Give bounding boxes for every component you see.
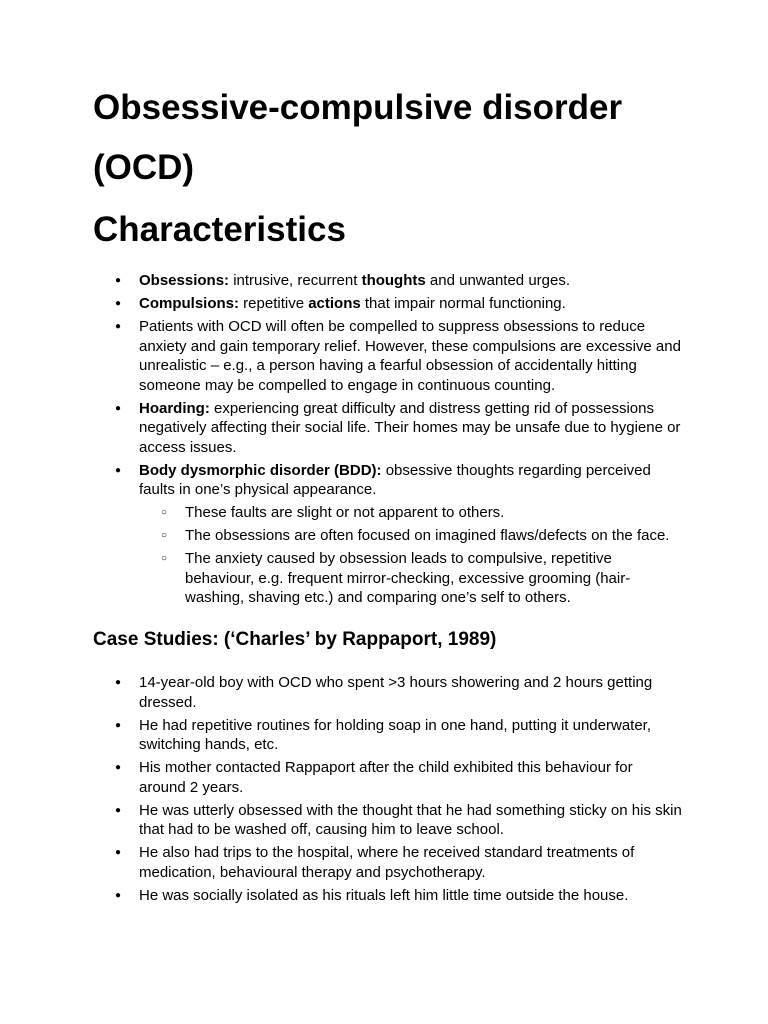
list-item: ● He also had trips to the hospital, where he received standard treatments of medication, behavioural therapy and psychotherapy.	[93, 843, 683, 882]
emphasis-text: thoughts	[361, 272, 426, 289]
item-text: Patients with OCD will often be compelled to suppress obsessions to reduce anxiety and gain temporary relief. However, these compulsions are excessive and unrealistic – e.g., a person having a fearful obsession of accidentally hitting someone may be compelled to engage in continuous counting.	[139, 318, 681, 394]
list-item	[93, 461, 683, 608]
term-label: Body dysmorphic disorder (BDD):	[139, 461, 382, 479]
list-item	[93, 399, 683, 458]
characteristics-list	[93, 271, 683, 611]
case-study-list	[93, 673, 683, 909]
list-item	[93, 317, 683, 395]
list-item: ● He was utterly obsessed with the thought that he had something sticky on his skin that had to be washed off, causing him to leave school.	[93, 801, 683, 840]
term-label: Obsessions:	[139, 272, 230, 289]
list-item: ● 14-year-old boy with OCD who spent >3 hours showering and 2 hours getting dressed.	[93, 673, 683, 712]
sublist-item: ○ The anxiety caused by obsession leads to compulsive, repetitive behaviour, e.g. frequent mirror-checking, excessive grooming (hair-washing, shaving etc.) and comparing one’s self to others.	[139, 549, 683, 608]
list-item	[93, 294, 683, 314]
item-text: obsessive thoughts regarding perceived faults in one’s physical appearance.	[139, 461, 651, 498]
sublist-item: ○ These faults are slight or not apparent to others.	[139, 503, 683, 523]
list-item: ● He was socially isolated as his rituals left him little time outside the house.	[93, 886, 683, 906]
document-title: Obsessive-compulsive disorder (OCD)	[93, 88, 623, 187]
item-text: experiencing great difficulty and distress getting rid of possessions negatively affecting their social life. Their homes may be unsafe due to hygiene or access issues.	[139, 399, 681, 456]
term-label: Hoarding:	[139, 399, 210, 417]
section-heading-characteristics: Characteristics	[93, 210, 346, 249]
list-item	[93, 271, 683, 291]
term-label: Compulsions:	[139, 295, 239, 312]
item-text: that impair normal functioning.	[360, 295, 566, 312]
item-text: repetitive	[239, 295, 309, 312]
list-item: ● His mother contacted Rappaport after the child exhibited this behaviour for around 2 years.	[93, 758, 683, 797]
list-item: ● He had repetitive routines for holding soap in one hand, putting it underwater, switching hands, etc.	[93, 716, 683, 755]
emphasis-text: actions	[308, 295, 361, 312]
bdd-sublist	[139, 503, 683, 608]
section-heading-case-studies: Case Studies: (‘Charles’ by Rappaport, 1989)	[93, 629, 497, 650]
item-text: intrusive, recurrent	[229, 272, 362, 289]
item-text: and unwanted urges.	[425, 272, 571, 289]
sublist-item: ○ The obsessions are often focused on imagined flaws/defects on the face.	[139, 526, 683, 546]
